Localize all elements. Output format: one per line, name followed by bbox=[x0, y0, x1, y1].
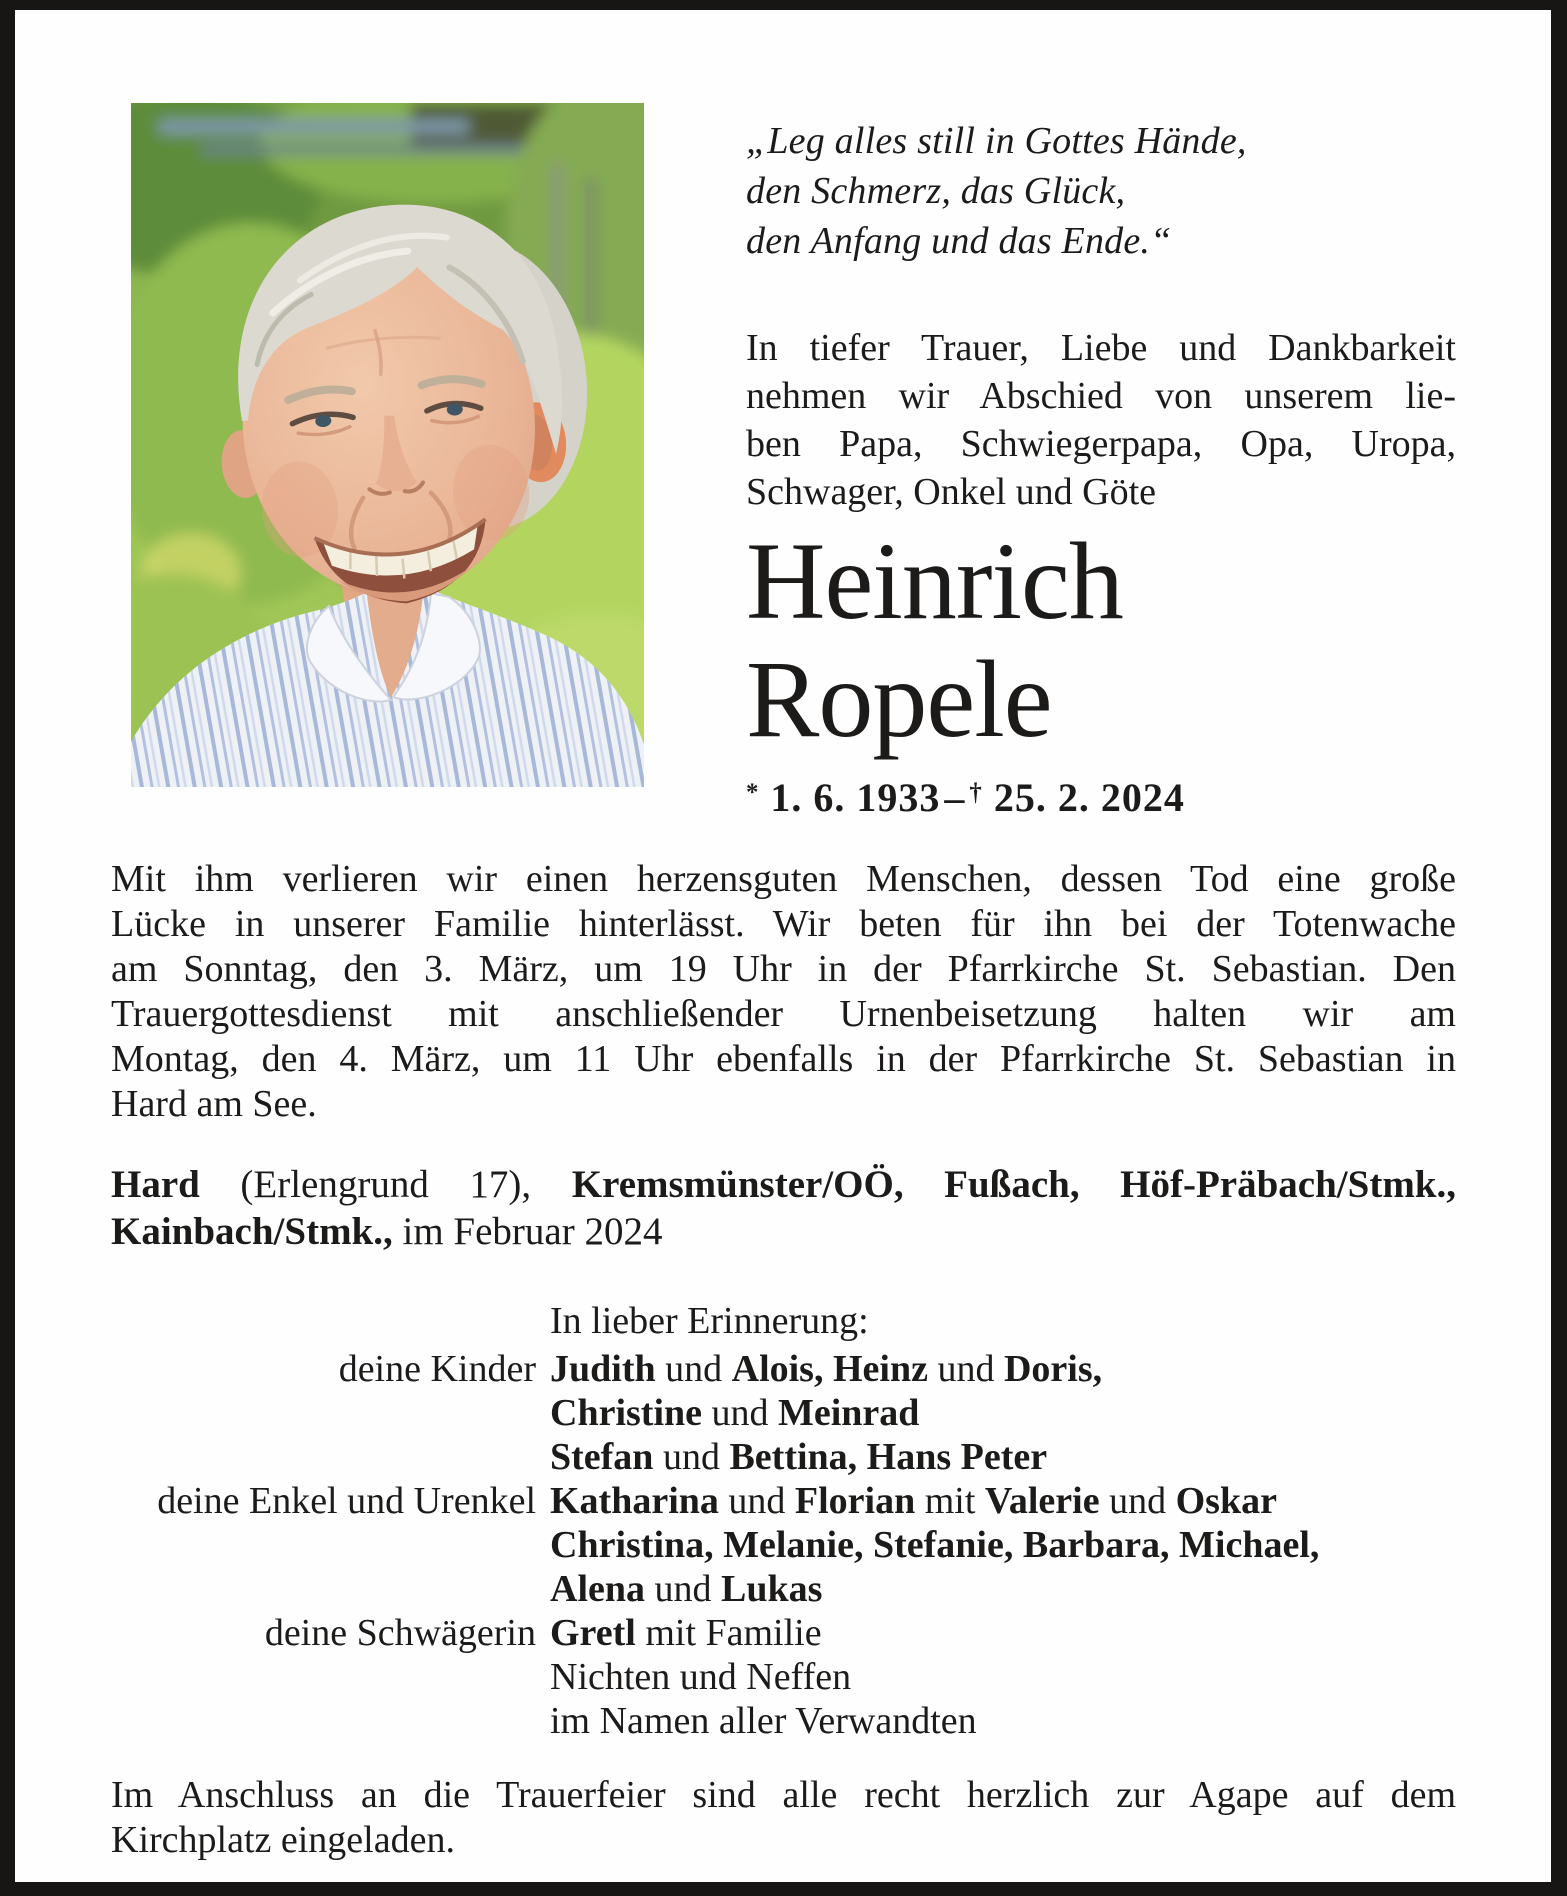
row-names: Judith und Alois, Heinz und Doris, bbox=[550, 1348, 1103, 1390]
row-label: deine Enkel und Urenkel bbox=[157, 1480, 536, 1522]
intro-line: nehmen wir Abschied von unserem lie- bbox=[746, 375, 1456, 417]
intro-line: Schwager, Onkel und Göte bbox=[746, 471, 1157, 513]
row-names: Katharina und Florian mit Valerie und Oskar bbox=[550, 1480, 1277, 1522]
quote-line: „Leg alles still in Gottes Hände, bbox=[746, 120, 1247, 162]
header-section bbox=[111, 103, 1456, 821]
row-label bbox=[111, 1391, 536, 1435]
death-symbol: † bbox=[969, 778, 983, 806]
announcement-line: Trauergottesdienst mit anschließender Urnenbeisetzung halten wir am bbox=[111, 993, 1456, 1035]
intro-line: ben Papa, Schwiegerpapa, Opa, Uropa, bbox=[746, 423, 1456, 465]
announcement-line: Hard am See. bbox=[111, 1083, 317, 1125]
deceased-name bbox=[746, 522, 1456, 758]
portrait-photo-illustration bbox=[131, 103, 644, 787]
row-names: Alena und Lukas bbox=[550, 1568, 823, 1610]
quote-line: den Schmerz, das Glück, bbox=[746, 170, 1126, 212]
row-names: im Namen aller Verwandten bbox=[550, 1700, 977, 1742]
announcement-line: Lücke in unserer Familie hinterlässt. Wir beten für ihn bei der Totenwache bbox=[111, 903, 1456, 945]
announcement-line: am Sonntag, den 3. März, um 19 Uhr in der Pfarrkirche St. Sebastian. Den bbox=[111, 948, 1456, 990]
remembrance-heading: In lieber Erinnerung: bbox=[550, 1300, 869, 1342]
row-label bbox=[111, 1699, 536, 1743]
memorial-quote bbox=[746, 116, 1456, 266]
row-names: Nichten und Neffen bbox=[550, 1656, 852, 1698]
quote-line: den Anfang und das Ende.“ bbox=[746, 220, 1172, 262]
row-names: Gretl mit Familie bbox=[550, 1612, 822, 1654]
header-text-column bbox=[746, 116, 1456, 821]
row-names: Christine und Meinrad bbox=[550, 1392, 920, 1434]
row-label bbox=[111, 1299, 536, 1347]
closing-line: Kirchplatz eingeladen. bbox=[111, 1819, 455, 1861]
obituary-sheet bbox=[15, 10, 1551, 1882]
death-date: 25. 2. 2024 bbox=[993, 775, 1185, 820]
deceased-first-name: Heinrich bbox=[746, 520, 1123, 642]
row-names: Christina, Melanie, Stefanie, Barbara, Michael, bbox=[550, 1524, 1320, 1566]
closing-paragraph bbox=[111, 1773, 1456, 1863]
row-label bbox=[111, 1435, 536, 1479]
portrait-photo bbox=[131, 103, 644, 787]
locations-block bbox=[111, 1161, 1456, 1255]
birth-date: 1. 6. 1933 bbox=[770, 775, 941, 820]
announcement-line: Montag, den 4. März, um 11 Uhr ebenfalls in der Pfarrkirche St. Sebastian in bbox=[111, 1038, 1456, 1080]
announcement-paragraph bbox=[111, 857, 1456, 1127]
row-label: deine Kinder bbox=[338, 1348, 536, 1390]
locations-line: Kainbach/Stmk., im Februar 2024 bbox=[111, 1210, 663, 1253]
closing-line: Im Anschluss an die Trauerfeier sind alle recht herzlich zur Agape auf dem bbox=[111, 1774, 1456, 1816]
locations-line: Hard (Erlengrund 17), Kremsmünster/OÖ, Fußach, Höf-Präbach/Stmk., bbox=[111, 1163, 1456, 1206]
birth-symbol: * bbox=[746, 778, 760, 806]
life-dates bbox=[746, 774, 1456, 821]
row-label bbox=[111, 1655, 536, 1699]
row-label: deine Schwägerin bbox=[264, 1612, 536, 1654]
row-label bbox=[111, 1567, 536, 1611]
deceased-last-name: Ropele bbox=[746, 638, 1052, 760]
row-names: Stefan und Bettina, Hans Peter bbox=[550, 1436, 1048, 1478]
dates-separator: – bbox=[944, 775, 966, 820]
announcement-line: Mit ihm verlieren wir einen herzensguten Menschen, dessen Tod eine große bbox=[111, 858, 1456, 900]
remembrance-section bbox=[111, 1299, 1456, 1743]
intro-line: In tiefer Trauer, Liebe und Dankbarkeit bbox=[746, 327, 1456, 369]
row-label bbox=[111, 1523, 536, 1567]
intro-paragraph bbox=[746, 324, 1456, 516]
